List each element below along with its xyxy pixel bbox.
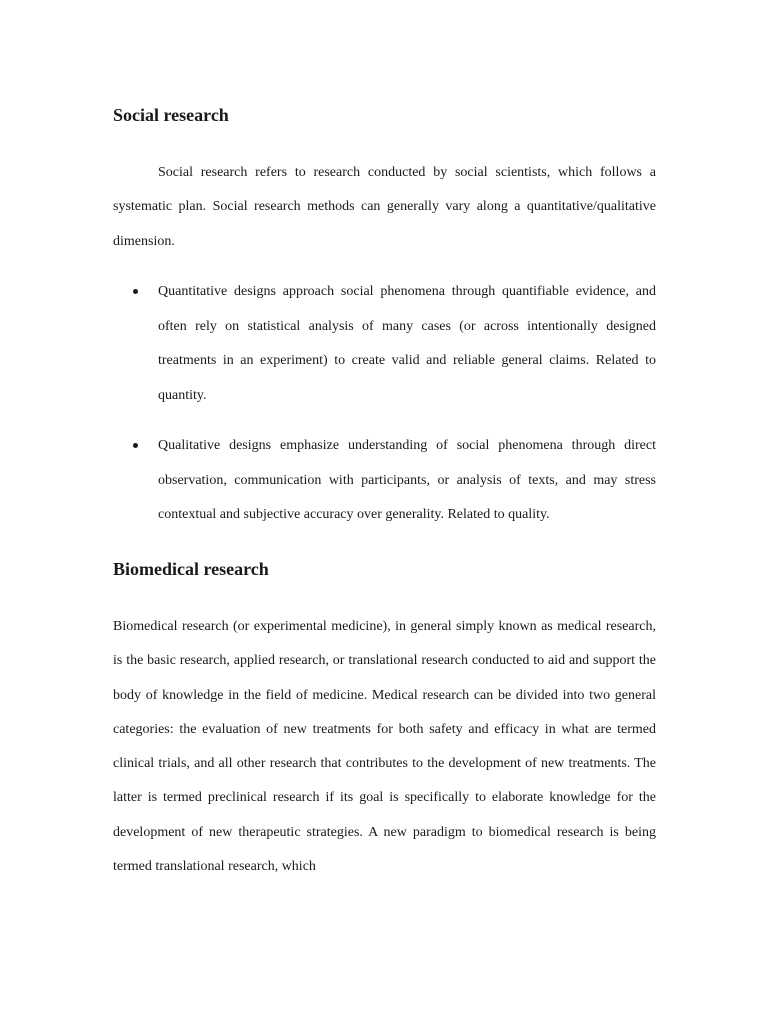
section-heading-social-research: Social research [113, 105, 229, 125]
list-item-quantitative [113, 275, 656, 414]
section-heading-biomedical-research: Biomedical research [113, 559, 269, 579]
bullet-dot-icon [133, 443, 138, 448]
list-item-text: Qualitative designs emphasize understanding of social phenomena through direct observation, communication with participants, or analysis of texts, and may stress contextual and subjective accuracy over generality. Related to quality. [158, 437, 656, 523]
list-item-qualitative [113, 429, 656, 533]
research-design-list [113, 275, 656, 548]
bullet-dot-icon [133, 289, 138, 294]
biomedical-research-paragraph: Biomedical research (or experimental medicine), in general simply known as medical research, is the basic research, applied research, or translational research conducted to aid and support the body of knowledge in the field of medicine. Medical research can be divided into two general categories: the evaluation of new treatments for both safety and efficacy in what are termed clinical trials, and all other research that contributes to the development of new treatments. The latter is termed preclinical research if its goal is specifically to elaborate knowledge for the development of new therapeutic strategies. A new paradigm to biomedical research is being termed translational research, which [113, 619, 656, 875]
list-item-text: Quantitative designs approach social phenomena through quantifiable evidence, and often rely on statistical analysis of many cases (or across intentionally designed treatments in an experiment) to create valid and reliable general claims. Related to quantity. [158, 284, 656, 404]
social-research-paragraph: Social research refers to research conducted by social scientists, which follows a systematic plan. Social research methods can generally vary along a quantitative/qualitative dimension. [113, 165, 656, 249]
